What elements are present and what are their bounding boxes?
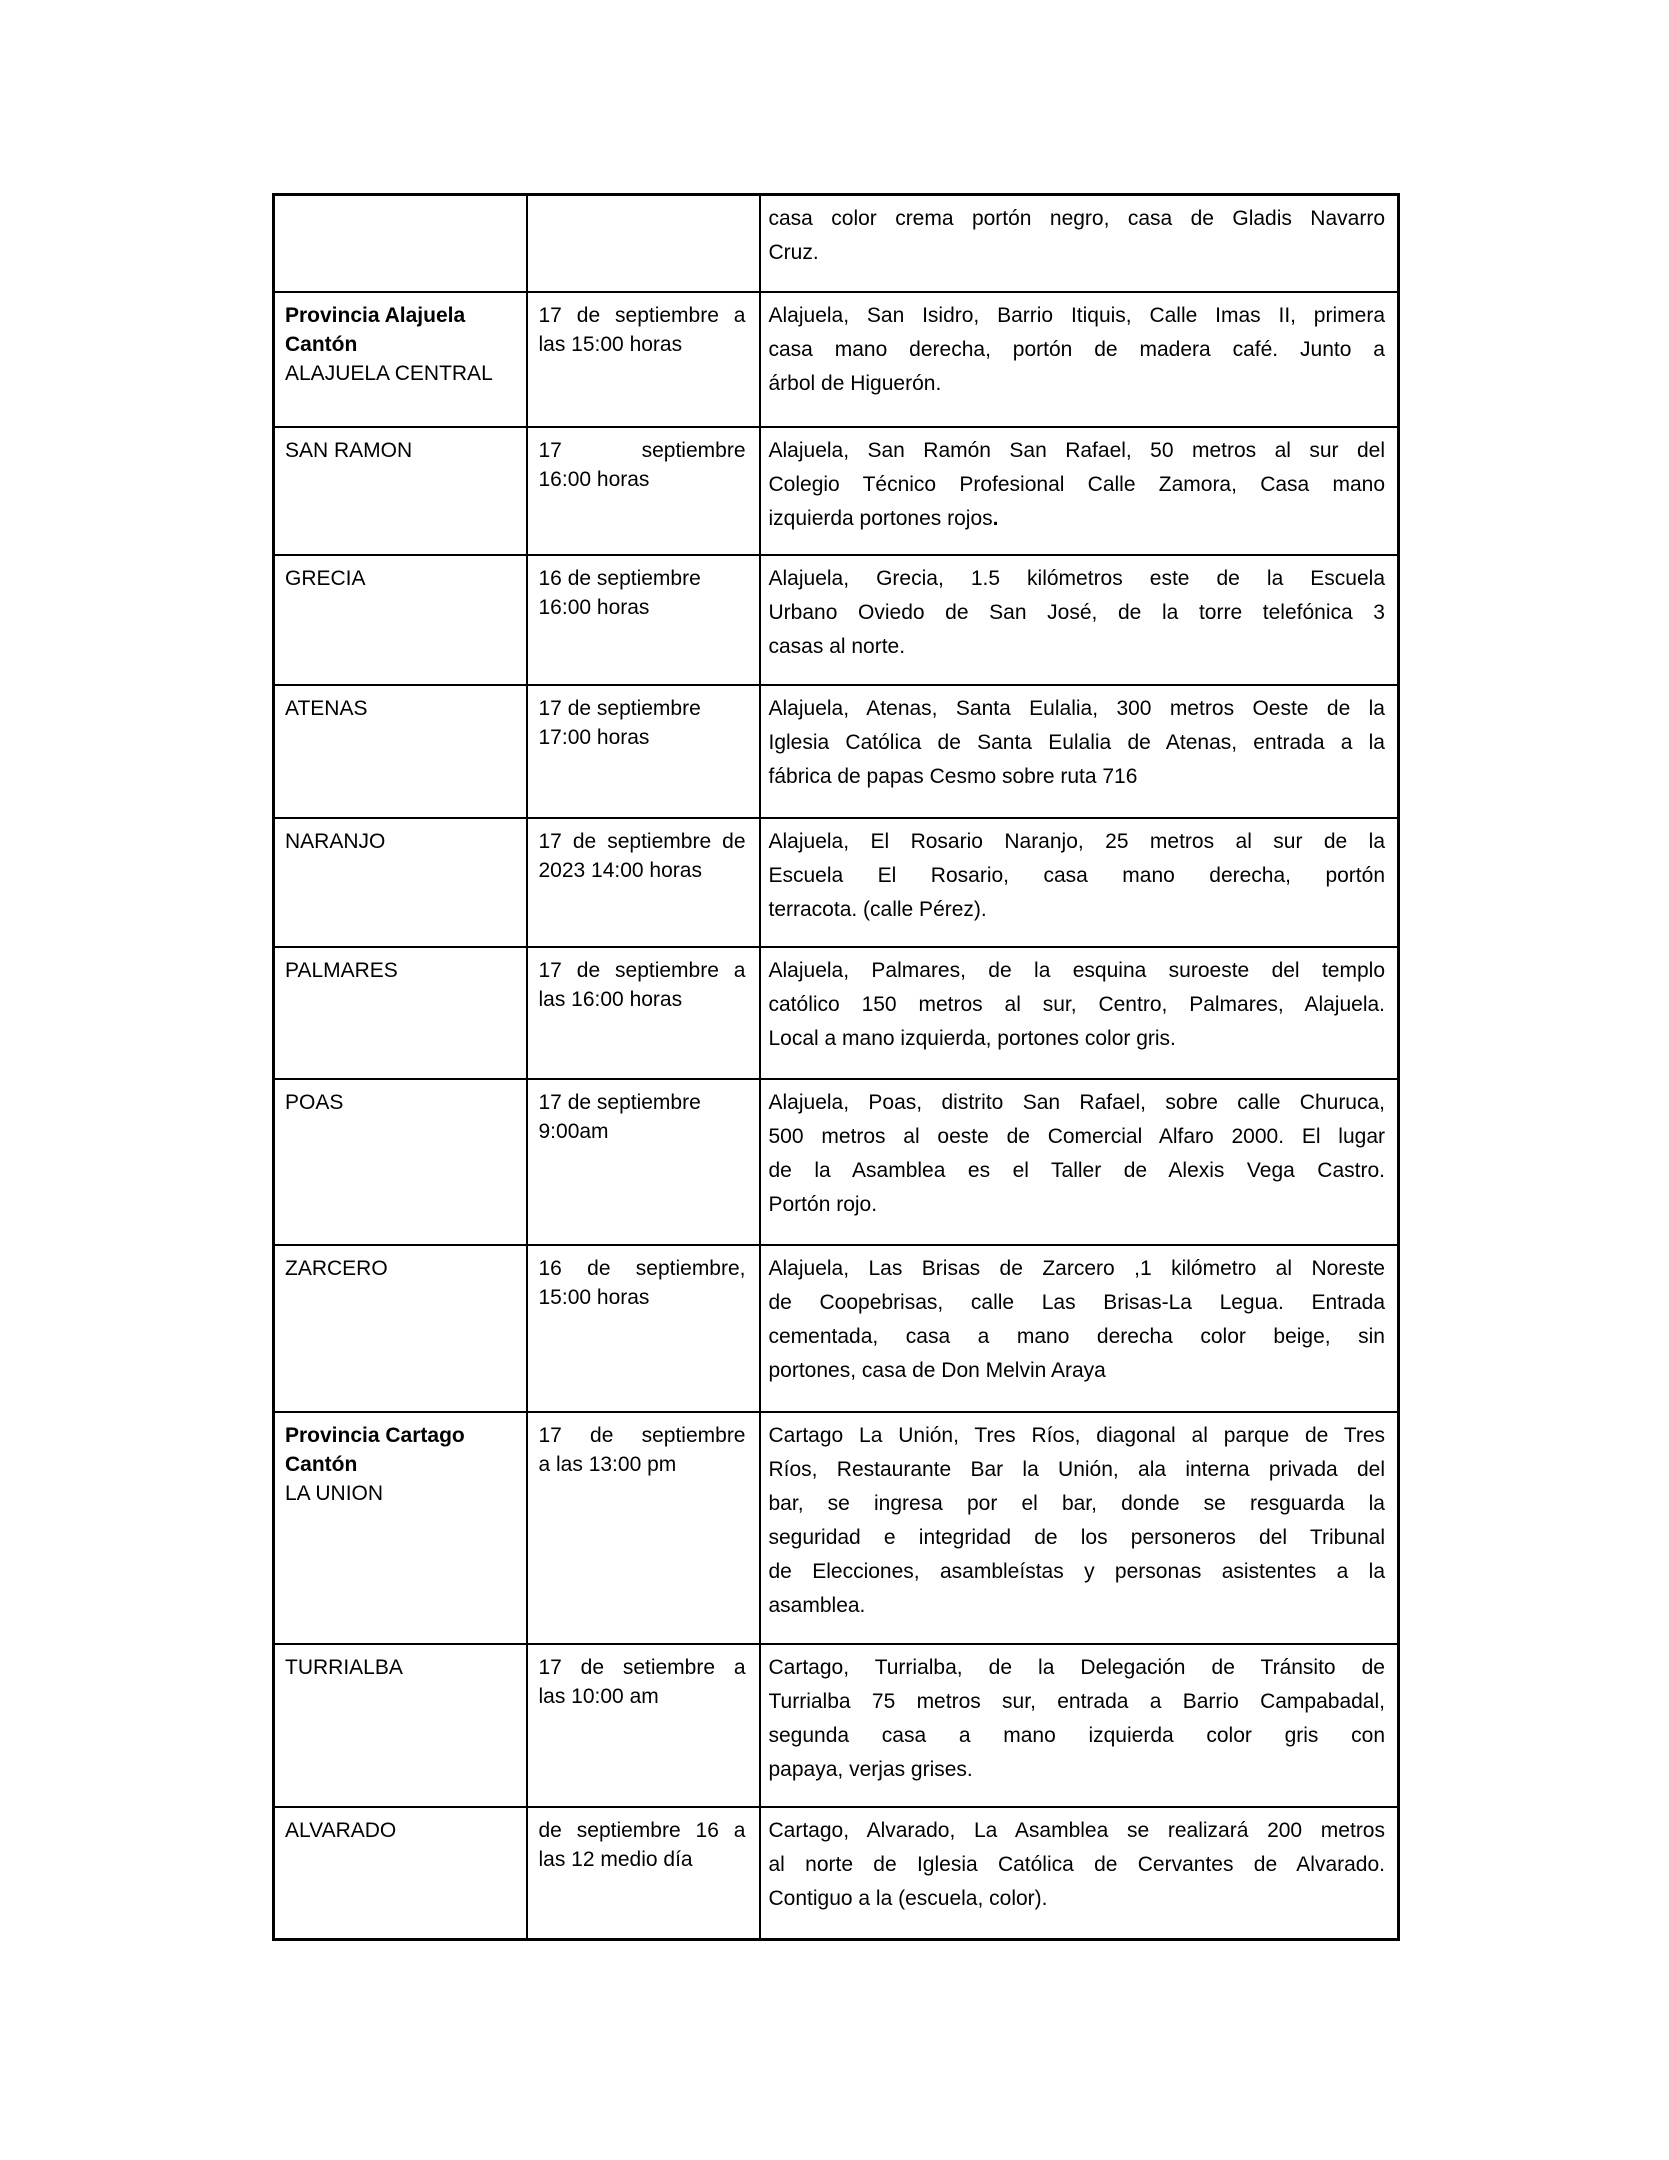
table-row [274,555,1399,685]
address-line-text: Local a mano izquierda, portones color gris. [768,1026,1176,1050]
datetime-cell [527,1412,760,1644]
datetime-line: 16 de septiembre, [538,1256,746,1280]
datetime-line: a las 13:00 pm [538,1452,677,1476]
canton-label: ATENAS [285,696,368,720]
address-line: Ríos, Restaurante Bar la Unión, ala interna privada del [768,1457,1385,1481]
canton-cell [274,818,527,947]
address-line: seguridad e integridad de los personeros del Tribunal [768,1525,1385,1549]
datetime-line: 17 de septiembre a [538,303,746,327]
address-line-text: terracota. (calle Pérez). [768,897,987,921]
table-row [274,427,1399,555]
address-line: Cartago La Unión, Tres Ríos, diagonal al parque de Tres [768,1423,1385,1447]
address-line: Alajuela, San Isidro, Barrio Itiquis, Calle Imas II, primera [768,303,1385,327]
datetime-cell [527,818,760,947]
datetime-cell [527,555,760,685]
address-line: bar, se ingresa por el bar, donde se resguarda la [768,1491,1385,1515]
address-line: casa color crema portón negro, casa de Gladis Navarro [768,207,1385,230]
address-line-text: izquierda portones rojos [768,506,993,530]
datetime-line: 17 de septiembre [538,696,701,720]
address-line: Alajuela, Atenas, Santa Eulalia, 300 metros Oeste de la [768,696,1385,720]
address-line: segunda casa a mano izquierda color gris con [768,1723,1385,1747]
datetime-line: 17 de septiembre a [538,958,746,982]
address-line: de Elecciones, asambleístas y personas asistentes a la [768,1559,1385,1583]
address-line [769,893,1386,927]
canton-label: ZARCERO [285,1256,388,1280]
table-row [274,1079,1399,1245]
datetime-line: las 15:00 horas [538,332,683,356]
table-row [274,1807,1399,1940]
province-label: Provincia Alajuela [285,303,466,327]
address-line-text: árbol de Higuerón. [768,371,942,395]
datetime-line: las 10:00 am [538,1684,659,1708]
datetime-line: 9:00am [538,1119,609,1143]
address-line: casa mano derecha, portón de madera café. Junto a [768,337,1385,361]
table-row [274,1412,1399,1644]
canton-cell [274,195,527,292]
datetime-cell [527,427,760,555]
address-line: Alajuela, El Rosario Naranjo, 25 metros al sur de la [768,829,1385,853]
address-cell [760,427,1399,555]
address-line: Turrialba 75 metros sur, entrada a Barrio Campabadal, [768,1689,1385,1713]
address-line-text: Cruz. [768,241,819,264]
canton-cell [274,427,527,555]
datetime-cell [527,685,760,818]
address-line [769,630,1386,664]
datetime-line: 15:00 horas [538,1285,650,1309]
address-line [769,367,1386,401]
canton-cell [274,1412,527,1644]
address-line: de la Asamblea es el Taller de Alexis Vega Castro. [768,1158,1385,1182]
address-line: de Coopebrisas, calle Las Brisas-La Legua. Entrada [768,1290,1385,1314]
datetime-line: 2023 14:00 horas [538,858,702,882]
province-label: Cantón [285,332,358,356]
canton-cell [274,1644,527,1807]
address-line: cementada, casa a mano derecha color beige, sin [768,1324,1385,1348]
datetime-line: 17 de septiembre [538,1090,701,1114]
table-row [274,818,1399,947]
table-row [274,1245,1399,1412]
address-line-text: Contiguo a la (escuela, color). [768,1886,1048,1910]
asambleas-table-body [274,195,1399,1940]
address-line [769,760,1386,794]
address-bold-period: . [992,506,999,530]
address-line-text: papaya, verjas grises. [768,1757,973,1781]
asambleas-table [272,193,1400,1941]
canton-label: PALMARES [285,958,398,982]
address-line-text: asamblea. [768,1593,866,1617]
canton-cell [274,947,527,1079]
canton-cell [274,1245,527,1412]
address-line: 500 metros al oeste de Comercial Alfaro 2000. El lugar [768,1124,1385,1148]
address-cell [760,1245,1399,1412]
datetime-line: 17 de septiembre [538,1423,746,1447]
datetime-line: 17:00 horas [538,725,650,749]
canton-cell [274,555,527,685]
canton-label: ALAJUELA CENTRAL [285,361,493,385]
address-line: Colegio Técnico Profesional Calle Zamora, Casa mano [768,472,1385,496]
canton-cell [274,292,527,427]
address-cell [760,818,1399,947]
address-line: Alajuela, San Ramón San Rafael, 50 metros al sur del [768,438,1385,462]
address-line: Iglesia Católica de Santa Eulalia de Atenas, entrada a la [768,730,1385,754]
address-line-text: Portón rojo. [768,1192,878,1216]
canton-label: SAN RAMON [285,438,413,462]
canton-label: LA UNION [285,1481,384,1505]
address-line-text: casas al norte. [768,634,906,658]
canton-cell [274,685,527,818]
address-line [769,1022,1386,1056]
address-line: Alajuela, Las Brisas de Zarcero ,1 kilómetro al Noreste [768,1256,1385,1280]
datetime-line: 16:00 horas [538,467,650,491]
datetime-cell [527,1245,760,1412]
address-line [769,1882,1386,1916]
table-row [274,1644,1399,1807]
datetime-line: 16:00 horas [538,595,650,619]
address-line-text: fábrica de papas Cesmo sobre ruta 716 [768,764,1138,788]
address-cell [760,685,1399,818]
datetime-line: 16 de septiembre [538,566,701,590]
address-cell [760,947,1399,1079]
address-line: Escuela El Rosario, casa mano derecha, portón [768,863,1385,887]
canton-label: GRECIA [285,566,366,590]
address-line [769,236,1386,270]
address-line [769,1589,1386,1623]
address-line [769,1188,1386,1222]
province-label: Cantón [285,1452,358,1476]
address-cell [760,555,1399,685]
canton-label: TURRIALBA [285,1655,403,1679]
address-line: Cartago, Alvarado, La Asamblea se realizará 200 metros [768,1818,1385,1842]
address-line-text: portones, casa de Don Melvin Araya [768,1358,1106,1382]
address-cell [760,1807,1399,1940]
canton-label: ALVARADO [285,1818,397,1842]
address-line: Urbano Oviedo de San José, de la torre telefónica 3 [768,600,1385,624]
address-line [769,502,1386,536]
datetime-cell [527,1079,760,1245]
address-line [769,1753,1386,1787]
datetime-line: 17 de setiembre a [538,1655,746,1679]
address-cell [760,1412,1399,1644]
datetime-cell [527,1644,760,1807]
datetime-line: las 12 medio día [538,1847,693,1871]
canton-label: POAS [285,1090,344,1114]
address-line: católico 150 metros al sur, Centro, Palmares, Alajuela. [768,992,1385,1016]
address-line [769,1354,1386,1388]
datetime-line: de septiembre 16 a [538,1818,746,1842]
datetime-cell [527,292,760,427]
address-cell [760,1644,1399,1807]
address-line: Cartago, Turrialba, de la Delegación de Tránsito de [768,1655,1385,1679]
address-line: Alajuela, Grecia, 1.5 kilómetros este de la Escuela [768,566,1385,590]
table-row [274,685,1399,818]
address-cell [760,292,1399,427]
datetime-line: 17 de septiembre de [538,829,746,853]
datetime-line: las 16:00 horas [538,987,683,1011]
address-cell [760,1079,1399,1245]
datetime-cell [527,1807,760,1940]
datetime-cell [527,195,760,292]
province-label: Provincia Cartago [285,1423,465,1447]
address-line: Alajuela, Palmares, de la esquina suroeste del templo [768,958,1385,982]
canton-label: NARANJO [285,829,386,853]
datetime-line: 17 septiembre [538,438,746,462]
datetime-cell [527,947,760,1079]
table-row [274,947,1399,1079]
table-row [274,195,1399,292]
address-cell [760,195,1399,292]
canton-cell [274,1079,527,1245]
canton-cell [274,1807,527,1940]
address-line: Alajuela, Poas, distrito San Rafael, sobre calle Churuca, [768,1090,1385,1114]
table-row [274,292,1399,427]
address-line: al norte de Iglesia Católica de Cervantes de Alvarado. [768,1852,1385,1876]
